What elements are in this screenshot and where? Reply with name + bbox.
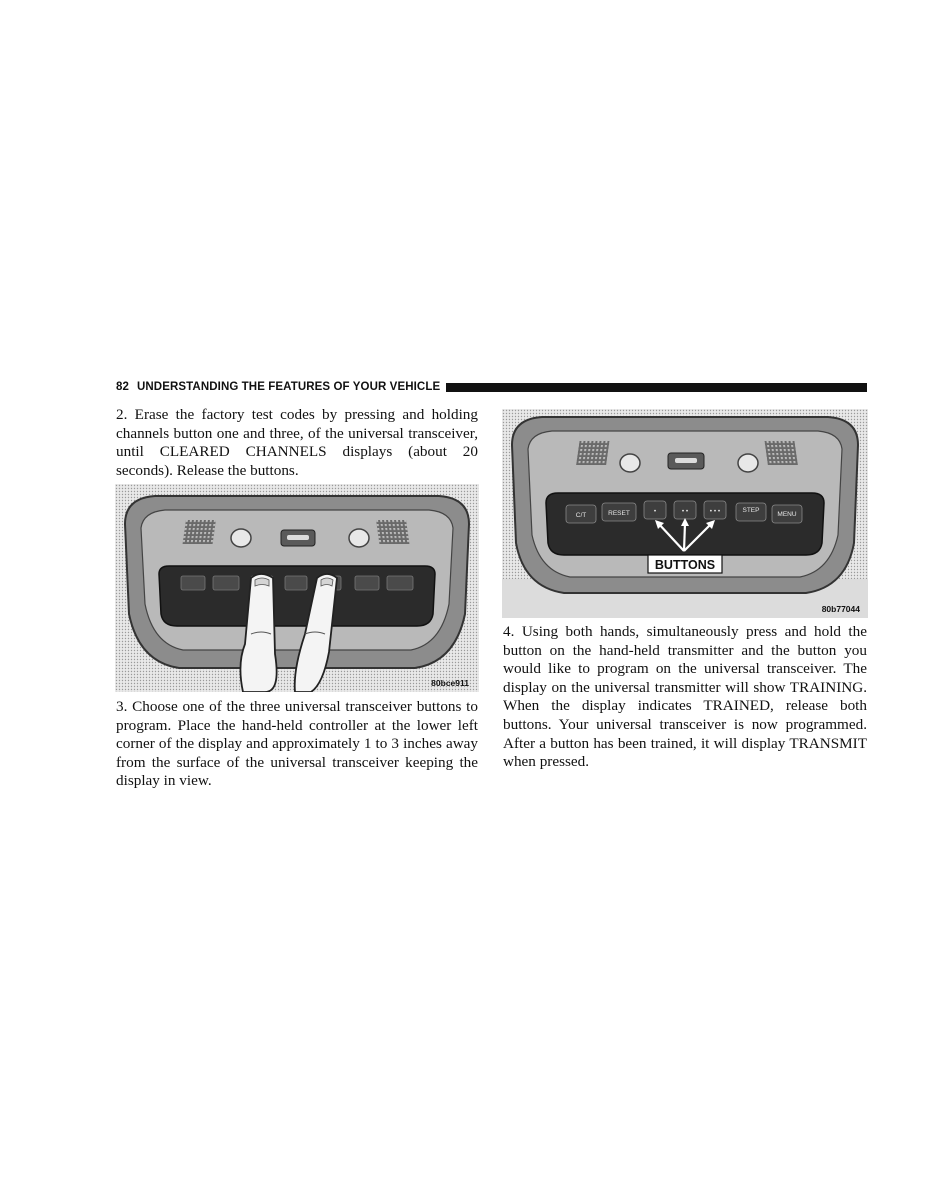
page-number: 82 bbox=[116, 381, 129, 393]
header-rule bbox=[446, 383, 867, 392]
step-3-paragraph: 3. Choose one of the three universal transceiver buttons to program. Place the hand-held controller at the lower left corner of the display and approximately 1 to 3 inches away from the surface of the universal transceiver keeping the display in view. bbox=[116, 698, 478, 790]
button-label-channel-3: • • • bbox=[709, 508, 721, 515]
button-label-step: STEP bbox=[742, 507, 760, 514]
button-label-channel-1: • bbox=[653, 508, 657, 515]
button-label-reset: RESET bbox=[608, 510, 630, 517]
section-title: UNDERSTANDING THE FEATURES OF YOUR VEHICLE bbox=[137, 381, 441, 393]
button-label-menu: MENU bbox=[777, 511, 797, 518]
button-label-channel-2: • • bbox=[681, 508, 689, 515]
callout-label: BUTTONS bbox=[654, 558, 716, 572]
page-header bbox=[116, 379, 867, 395]
step-2-paragraph: 2. Erase the factory test codes by pressing and holding channels button one and three, of the universal transceiver, until CLEARED CHANNELS displays (about 20 seconds). Release the buttons. bbox=[116, 406, 478, 479]
step-4-paragraph: 4. Using both hands, simultaneously press and hold the button on the hand-held transmitter and the button you would like to program on the universal transceiver. The display on the universal transmitter will show TRAINING. When the display indicates TRAINED, release both buttons. Your universal transceiver is now programmed. After a button has been trained, it will display TRANSMIT when pressed. bbox=[503, 623, 867, 771]
figure-code: 80b77044 bbox=[821, 604, 860, 614]
figure-transceiver-buttons bbox=[502, 409, 868, 618]
figure-code: 80bce911 bbox=[431, 678, 469, 688]
figure-fingers-pressing-buttons bbox=[115, 484, 479, 692]
button-label-ct: C/T bbox=[575, 512, 587, 519]
